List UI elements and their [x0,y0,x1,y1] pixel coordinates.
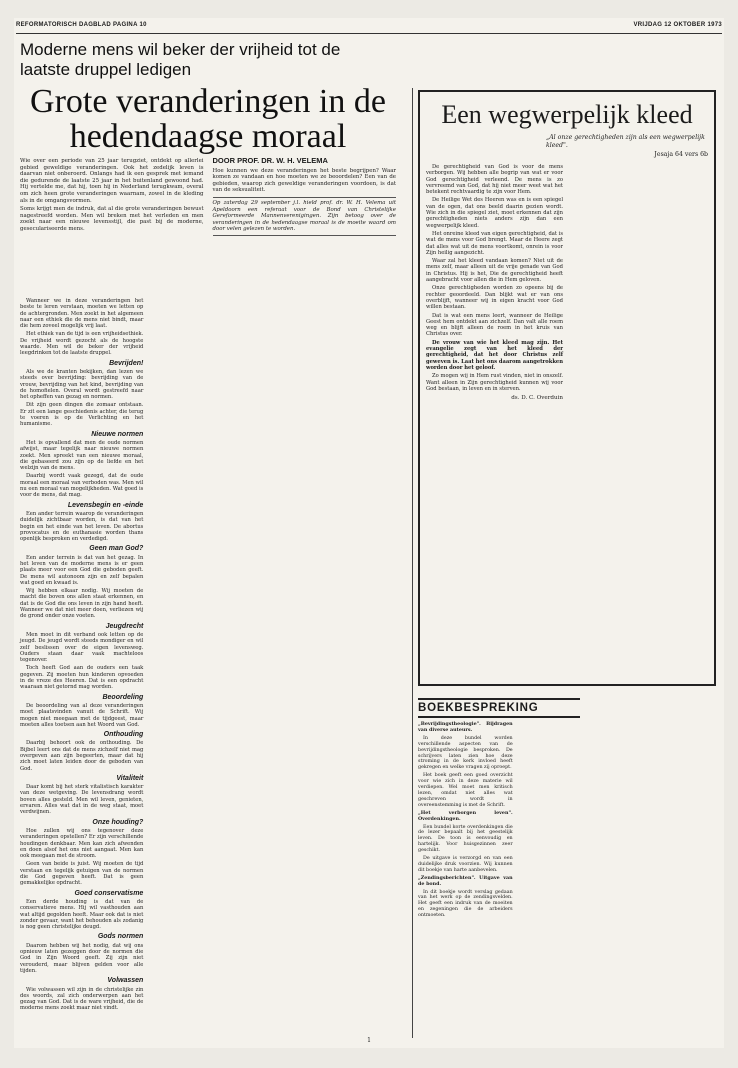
body-paragraph: Wie volwassen wil zijn in de christelijke zin des woords, zal zich onderwerpen aan het gezag van God. Dat is de ware vrijheid, die de moderne mens zoekt maar niet vindt. [20,986,144,1012]
body-paragraph: Wanneer we in deze veranderingen het beste te leren verstaan, moeten we letten op de achtergronden. Men zoekt in het algemeen naar een ethiek die de mens niet bindt, maar die hem zoveel mogelijk vrij laat. [20,298,144,330]
subhead: Bevrijden! [109,359,144,367]
body-paragraph: Als we de kranten bekijken, dan lezen we steeds over bevrijding: bevrijding van de vrouw, bevrijding van het kind, bevrijding van de homofielen. Overal wordt gestreefd naar het opheffen van gezag en normen. [20,368,144,401]
masthead [16,22,722,34]
body-paragraph: Daar komt bij het sterk vitalistisch karakter van deze wetgeving. De levensdrang wordt boven alles gesteld. Men wil leven, genieten, ervaren. Alles wat dat in de weg staat, moet verdwijnen. [20,784,144,816]
lead-paragraph: Wie over een periode van 25 jaar terugziet, ontdekt op allerlei gebied geweldige veranderingen. Ook het zedelijk leven is daarvan niet onberoerd. Onlangs had ik een gesprek met iemand die gedurende de laatste 25 jaar in het buitenland gewoond had. Hij vertelde me, dat hij, toen hij in Nederland terugkwam, overal om zich heen grote veranderingen waarnam, zowel in de kleding als in de omgangsvormen. [20,158,204,204]
masthead-left: REFORMATORISCH DAGBLAD PAGINA 10 [16,22,147,28]
meditation-title: Een wegwerpelijk kleed [441,100,693,129]
meditation-paragraph: Onze gerechtigheden worden zo opeens bij de rechter geoordeeld. Dan blijkt wat er van ons overblijft, wanneer wij in eigen kracht voor God willen bestaan. [426,285,563,311]
masthead-date: VRIJDAG 12 OKTOBER 1973 [633,22,722,28]
meditation-paragraph: Waar zal het kleed vandaan komen? Niet uit de mens zelf, maar alleen uit de vrije genade van God in Christus. Hij is het, Die de gerechtigheid heeft aangebracht voor allen die in Hem geloven. [426,258,563,284]
meditation-bold-paragraph: De vrouw van wie het kleed mag zijn. Het evangelie zegt van het kleed der gerechtigheid, dat het door Christus zelf geweven is. Laat het ons daarom aangetrokken worden door het geloof. [426,339,564,371]
body-paragraph: Dit zijn geen dingen die zomaar ontstaan. Er zit een lange geschiedenis achter, die terug te voeren is op de Verlichting en het humanisme. [20,402,144,428]
body-paragraph: Toch heeft God aan de ouders een taak gegeven. Zij moeten hun kinderen opvoeden in de vreze des Heeren. Dat is een opdracht waaraan niet getornd mag worden. [20,665,144,691]
body-paragraph: Het is opvallend dat men de oude normen afwijst, maar tegelijk naar nieuwe normen zoekt. Men spreekt van een nieuwe moraal, die gebaseerd zou zijn op de liefde en het welzijn van de mens. [20,439,144,472]
review-paragraph: De uitgave is verzorgd en van een duidelijke druk voorzien. Wij kunnen dit boekje van harte aanbevelen. [418,856,513,873]
article-body [20,298,406,1028]
body-paragraph: Geen van beide is juist. Wij moeten de tijd verstaan en tegelijk getuigen van de normen die God gegeven heeft. Dat is geen gemakkelijke opdracht. [20,861,144,887]
byline: DOOR PROF. DR. W. H. VELEMA [212,156,328,165]
body-paragraph: Hoe zullen wij ons tegenover deze veranderingen opstellen? Er zijn verschillende houdingen denkbaar. Men kan zich afwenden en doen alsof het ons niet aangaat. Men kan ook meegaan met de stroom. [20,827,144,860]
body-paragraph: Daarbij wordt vaak gezegd, dat de oude moraal een moraal van verboden was. Men wil nu een moraal van mogelijkheden. Wat goed is voor de mens, dat mag. [20,473,144,499]
subhead: Onthouding [103,731,144,739]
body-paragraph: Men moet in dit verband ook letten op de jeugd. De jeugd wordt steeds mondiger en wil zelf beslissen over de eigen levensweg. Ouders staan daar vaak machteloos tegenover. [20,631,144,664]
meditation-box [418,90,716,686]
intro-box: Op zaterdag 29 september j.l. hield prof. dr. W. H. Velema uit Apeldoorn een referaat voor de Bond van Christelijke Gereformeerde Mannenverenigingen. Zijn betoog over de veranderingen in de hedendaagse moraal is de moeite waard om door velen gelezen te worden. [213,197,397,236]
book-title: „Bevrijdingstheologie". Bijdragen van diverse auteurs. [418,721,513,733]
author-signature: ds. D. C. Overduin [511,395,563,402]
newspaper-page [14,18,724,1048]
column-divider [412,88,413,1038]
subhead: Onze houding? [92,818,144,826]
subhead: Vitaliteit [116,774,144,782]
scripture-reference: Jesaja 64 vers 6b [654,151,708,158]
subhead: Beoordeling [102,693,144,701]
body-paragraph: Een ander terrein is dat van het gezag. In het leven van de moderne mens is er geen plaats meer voor een God die geboden geeft. De mens wil autonoom zijn en zelf bepalen wat goed en kwaad is. [20,554,144,586]
body-paragraph: Het ethiek van de tijd is een vrijheidsethiek. De vrijheid wordt gezocht als de hoogste waarde. Men wil de beker der vrijheid leegdrinken tot de laatste druppel. [20,331,144,357]
meditation-body [426,164,708,664]
body-paragraph: Wij hebben elkaar nodig. Wij moeten de macht die boven ons allen staat erkennen, en dat is de God die ons leven in zijn hand heeft. Wanneer we dat niet meer doen, verliezen wij de grond onder onze voeten. [20,588,144,620]
subhead: Jeugdrecht [105,622,144,630]
lead-paragraph: Soms krijgt men de indruk, dat al die grote veranderingen bewust nagestreefd worden. Men wil breken met het verleden en men zoekt naar een nieuwe levensstijl, die past bij de moderne, geseculariseerde mens. [20,206,204,232]
lead-section [20,158,396,237]
book-title: „Het verborgen leven". Overdenkingen. [418,809,513,822]
review-paragraph: In deze bundel worden verschillende aspecten van de bevrijdingstheologie besproken. De schrijvers laten zien hoe deze stroming in de kerk invloed heeft gekregen en welke vragen zij oproept. [418,735,513,771]
book-title: „Zendingsberichten". Uitgave van de bond. [418,874,513,887]
subhead: Goed conservatisme [74,889,144,897]
meditation-paragraph: Het onreine kleed van eigen gerechtigheid, dat is wat de mens voor God brengt. Maar de Heere zegt dat alles wat uit de mens voortkomt, onrein is voor Zijn heilig aangezicht. [426,230,563,256]
subhead: Levensbegin en -einde [67,501,144,509]
body-paragraph: Daarbij behoort ook de onthouding. De Bijbel leert ons dat de mens zichzelf niet mag overgeven aan zijn begeerten, maar dat hij zich moet laten leiden door de geboden van God. [20,740,144,772]
subhead: Geen man God? [89,545,144,553]
meditation-paragraph: Dat is wat een mens leert, wanneer de Heilige Geest hem ontdekt aan zichzelf. Dan valt alle roem weg en blijft alleen de roem in het kruis van Christus over. [426,312,563,338]
lead-paragraph: Hoe kunnen we deze veranderingen het beste begrijpen? Waar komen ze vandaan en hoe moeten we ze beoordelen? Een van de gebieden, waarop zich geweldige veranderingen voordoen, is dat van de seksualiteit. [212,167,396,194]
kicker-headline: Moderne mens wil beker der vrijheid tot de laatste druppel ledigen [20,40,341,79]
body-paragraph: De beoordeling van al deze veranderingen moet plaatsvinden vanuit de Schrift. Wij mogen niet meegaan met de tijdgeest, maar moeten alles toetsen aan het Woord van God. [20,702,144,728]
subhead: Gods normen [97,933,144,941]
page-number: 1 [367,1037,371,1044]
subhead: Nieuwe normen [91,430,144,438]
main-headline: Grote veranderingen in de hedendaagse moraal [30,83,386,155]
review-paragraph: Het boek geeft een goed overzicht voor wie zich in deze materie wil verdiepen. Wel moet men kritisch lezen, omdat niet alles wat geschreven wordt in overeenstemming is met de Schrift. [418,773,513,808]
body-paragraph: Een ander terrein waarop de veranderingen duidelijk zichtbaar worden, is dat van het begin en het einde van het leven. De abortus provocatus en de euthanasie worden thans openlijk besproken en verdedigd. [20,510,144,543]
subhead: Volwassen [107,977,144,985]
meditation-paragraph: De gerechtigheid van God is voor de mens verborgen. Wij hebben alle begrip van wat er voor God gerechtigheid verleend. De mens is zo vervreemd van God, dat hij niet meer weet wat het betekent rechtvaardig te zijn voor Hem. [426,164,563,196]
meditation-quote: „Al onze gerechtigheden zijn als een wegwerpelijk kleed". [546,134,705,149]
review-paragraph: In dit boekje wordt verslag gedaan van het werk op de zendingsvelden. Het geeft een indruk van de moeiten en zegeningen die de arbeiders ontmoeten. [418,889,513,919]
meditation-paragraph: De Heilige Wet des Heeren was en is een spiegel van de ogen, dat ons beeld daarin gezien wordt. Wie zich in die spiegel ziet, moet erkennen dat zijn gerechtigheden niets anders zijn dan een wegwerpelijk kleed. [426,197,563,229]
book-review-body [418,722,716,1032]
book-review-heading: BOEKBESPREKING [418,698,580,718]
review-paragraph: Een bundel korte overdenkingen die de lezer bepaalt bij het geestelijk leven. De toon is eenvoudig en hartelijk. Voor huisgezinnen zeer geschikt. [418,824,513,854]
body-paragraph: Een derde houding is dat van de conservatieve mens. Hij wil vasthouden aan wat altijd gegolden heeft. Maar ook dat is niet zonder gevaar, want het behouden als zodanig is nog geen christelijke deugd. [20,898,144,931]
meditation-paragraph: Zo mogen wij in Hem rust vinden, niet in onszelf. Want alleen in Zijn gerechtigheid kunnen wij voor God bestaan, in leven en in sterven. [426,373,563,392]
body-paragraph: Daarom hebben wij het nodig, dat wij ons opnieuw laten gezeggen door de normen die God in Zijn Woord geeft. Zij zijn niet verouderd, maar blijven gelden voor alle tijden. [20,942,144,974]
